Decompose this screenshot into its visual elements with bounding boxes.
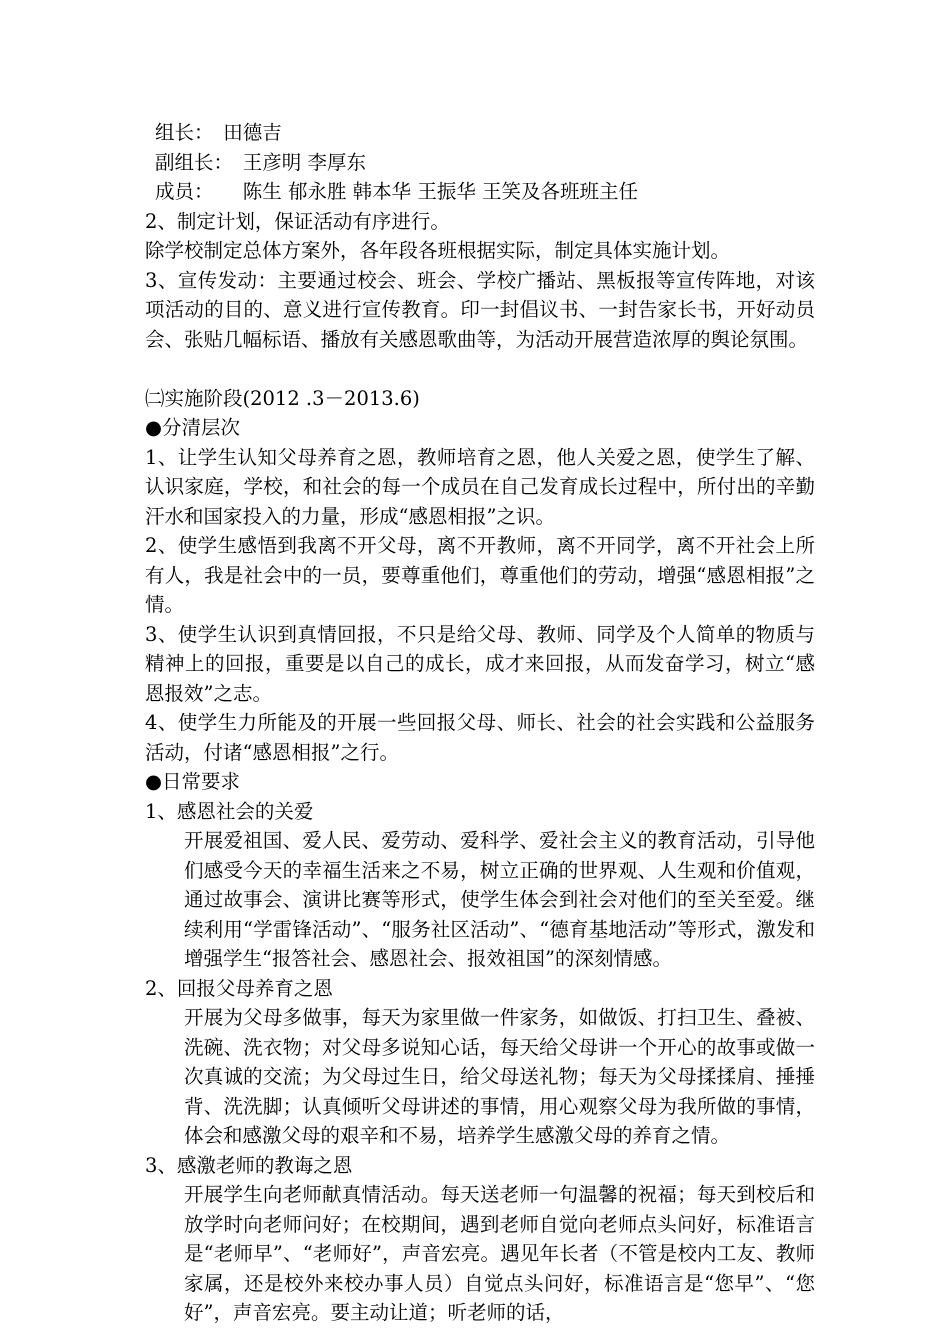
members-line: 成员： 陈生 郁永胜 韩本华 王振华 王笑及各班班主任: [155, 180, 639, 203]
daily-text: 开展学生向老师献真情活动。每天送老师一句温馨的祝福；每天到校后和放学时向老师问好；在校期间，遇到老师自觉向老师点头问好，标准语言是“老师早”、“老师好”，声音宏亮。遇见年长者（不管是校内工友、教师家属，还是校外来校办事人员）自觉点头问好，标准语言是“您早”、“您好”，声音宏亮。要主动让道；听老师的话，: [184, 1183, 815, 1324]
plan-text: 除学校制定总体方案外，各年段各班根据实际，制定具体实施计划。: [145, 239, 731, 262]
level-item: 2、使学生感悟到我离不开父母，离不开教师，离不开同学，离不开社会上所有人，我是社会中的一员，要尊重他们，尊重他们的劳动，增强“感恩相报”之情。: [145, 534, 815, 616]
daily-text: 开展爱祖国、爱人民、爱劳动、爱科学、爱社会主义的教育活动，引导他们感受今天的幸福生活来之不易，树立正确的世界观、人生观和价值观，通过故事会、演讲比赛等形式，使学生体会到社会对他们的至关至爱。继续利用“学雷锋活动”、“服务社区活动”、“德育基地活动”等形式，激发和增强学生“报答社会、感恩社会、报效祖国”的深刻情感。: [184, 829, 815, 970]
promo-text: 3、宣传发动：主要通过校会、班会、学校广播站、黑板报等宣传阵地，对该项活动的目的、意义进行宣传教育。印一封倡议书、一封告家长书，开好动员会、张贴几幅标语、播放有关感恩歌曲等，为活动开展营造浓厚的舆论氛围。: [145, 268, 815, 351]
level-item: 4、使学生力所能及的开展一些回报父母、师长、社会的社会实践和公益服务活动，付诸“感恩相报”之行。: [145, 711, 815, 764]
stage-title: ㈡实施阶段(2012 .3－2013.6): [145, 386, 420, 410]
levels-heading: ● 分清层次: [145, 413, 815, 443]
vice-leader-line: 副组长： 王彦明 李厚东: [155, 150, 366, 174]
daily-title: 1、感恩社会的关爱: [145, 799, 314, 823]
level-item: 1、让学生认知父母养育之恩，教师培育之恩，他人关爱之恩，使学生了解、认识家庭，学校，和社会的每一个成员在自己发育成长过程中，所付出的辛勤汗水和国家投入的力量，形成“感恩相报”之识。: [145, 445, 815, 528]
leader-line: 组长： 田德吉: [155, 121, 282, 144]
daily-text: 开展为父母多做事，每天为家里做一件家务，如做饭、打扫卫生、叠被、洗碗、洗衣物；对父母多说知心话，每天给父母讲一个开心的故事或做一次真诚的交流；为父母过生日，给父母送礼物；每天为父母揉揉肩、捶捶背、洗洗脚；认真倾听父母讲述的事情，用心观察父母为我所做的事情，体会和感激父母的艰辛和不易，培养学生感激父母的养育之情。: [184, 1006, 815, 1147]
document-page: [145, 118, 815, 1328]
daily-title: 2、回报父母养育之恩: [145, 976, 333, 1000]
daily-heading: ● 日常要求: [145, 767, 815, 797]
plan-heading: 2、制定计划，保证活动有序进行。: [145, 209, 450, 233]
daily-title: 3、感激老师的教诲之恩: [145, 1153, 353, 1177]
spacer: [145, 354, 815, 384]
level-item: 3、使学生认识到真情回报，不只是给父母、教师、同学及个人简单的物质与精神上的回报，重要是以自己的成长，成才来回报，从而发奋学习，树立“感恩报效”之志。: [145, 622, 815, 705]
